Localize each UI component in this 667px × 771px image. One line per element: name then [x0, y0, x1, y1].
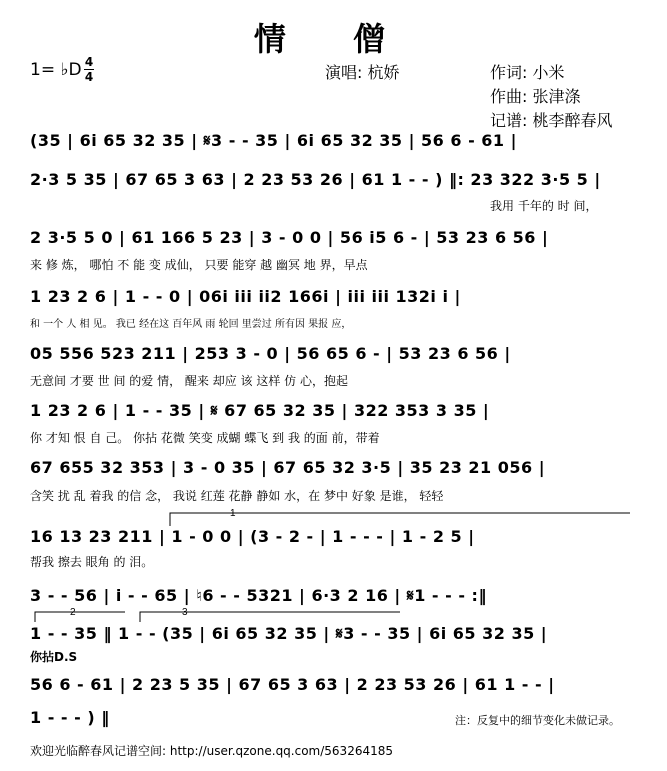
meter-top: 4 — [84, 55, 94, 69]
time-signature — [84, 56, 94, 83]
notation-row — [30, 708, 170, 732]
notation-row — [30, 624, 640, 648]
footnote: 注：反复中的细节变化未做记录。 — [455, 714, 620, 727]
notation-line: (35 | 6i 65 32 35 | 𝄋3 - - 35 | 6i 65 32 35 | 56 6 - 61 | — [30, 131, 517, 150]
notation-row — [30, 170, 640, 194]
lyric-line: 你拈D.S — [30, 650, 78, 664]
notation-line: 05 556 523 211 | 253 3 - 0 | 56 65 6 - | 53 23 6 56 | — [30, 344, 511, 363]
notation-row — [30, 675, 640, 699]
notation-line: 2·3 5 35 | 67 65 3 63 | 2 23 53 26 | 61 1 - - ) ‖: 23 322 3·5 5 | — [30, 170, 601, 189]
notation-line: 56 6 - 61 | 2 23 5 35 | 67 65 3 63 | 2 23 53 26 | 61 1 - - | — [30, 675, 555, 694]
notation-row — [30, 287, 640, 311]
notation-row — [30, 228, 640, 252]
volta-bracket-1 — [170, 513, 630, 526]
song-title: 情 僧 — [253, 20, 414, 58]
volta-bracket-2 — [35, 612, 125, 622]
notation-row — [30, 527, 640, 551]
meter-bottom: 4 — [84, 70, 94, 84]
composer-credit: 作曲: 张津涤 — [490, 87, 581, 106]
notation-row — [30, 458, 640, 482]
notation-line: 1 23 2 6 | 1 - - 0 | 06i iii ii2 166i | iii iii 132i i | — [30, 287, 461, 306]
transcriber-credit: 记谱: 桃李醉春风 — [490, 111, 613, 130]
notation-line: 16 13 23 211 | 1 - 0 0 | (3 - 2 - | 1 - - - | 1 - 2 5 | — [30, 527, 475, 546]
volta-bracket-3 — [140, 612, 400, 622]
lyric-line: 帮我 擦去 眼角 的 泪。 — [30, 555, 154, 569]
lyric-line: 我用 千年的 时 间， — [490, 199, 598, 213]
notation-line: 1 - - - ) ‖ — [30, 708, 110, 727]
footer-credit: 欢迎光临醉春风记谱空间: http://user.qzone.qq.com/563264185 — [30, 744, 394, 758]
lyricist-credit: 作词: 小米 — [490, 63, 565, 82]
key-signature: 1= ♭D — [30, 60, 82, 80]
notation-line: 67 655 32 353 | 3 - 0 35 | 67 65 32 3·5 | 35 23 21 056 | — [30, 458, 546, 477]
notation-line: 3 - - 56 | i - - 65 | ♮6 - - 5321 | 6·3 2 16 | 𝄋1 - - - :‖ — [30, 586, 487, 605]
notation-line: 1 23 2 6 | 1 - - 35 | 𝄋 67 65 32 35 | 322 353 3 35 | — [30, 401, 490, 420]
singer-credit: 演唱: 杭娇 — [325, 63, 400, 82]
volta-label-1: 1 — [230, 508, 236, 519]
lyric-line: 你 才知 恨 自 己。 你拈 花微 笑变 成蝴 蝶飞 到 我 的面 前，带着 — [30, 431, 380, 445]
volta-label-3: 3 — [182, 607, 188, 618]
lyric-line: 和 一个 人 相 见。 我已 经在这 百年风 雨 轮回 里尝过 所有因 果报 应， — [30, 319, 352, 330]
volta-label-2: 2 — [70, 607, 76, 618]
lyric-line: 来 修 炼， 哪怕 不 能 变 成仙， 只要 能穿 越 幽冥 地 界，早点 — [30, 258, 368, 272]
notation-line: 1 - - 35 ‖ 1 - - (35 | 6i 65 32 35 | 𝄋3 - - 35 | 6i 65 32 35 | — [30, 624, 548, 643]
notation-row — [30, 344, 640, 368]
lyric-line: 含笑 扰 乱 着我 的信 念， 我说 红莲 花静 静如 水，在 梦中 好象 是谁， 轻轻 — [30, 489, 444, 503]
notation-line: 2 3·5 5 0 | 61 166 5 23 | 3 - 0 0 | 56 i5 6 - | 53 23 6 56 | — [30, 228, 549, 247]
notation-row — [30, 401, 640, 425]
notation-row — [30, 586, 640, 610]
notation-row — [30, 131, 640, 155]
lyric-line: 无意间 才要 世 间 的爱 情， 醒来 却应 该 这样 仿 心，抱起 — [30, 374, 348, 388]
